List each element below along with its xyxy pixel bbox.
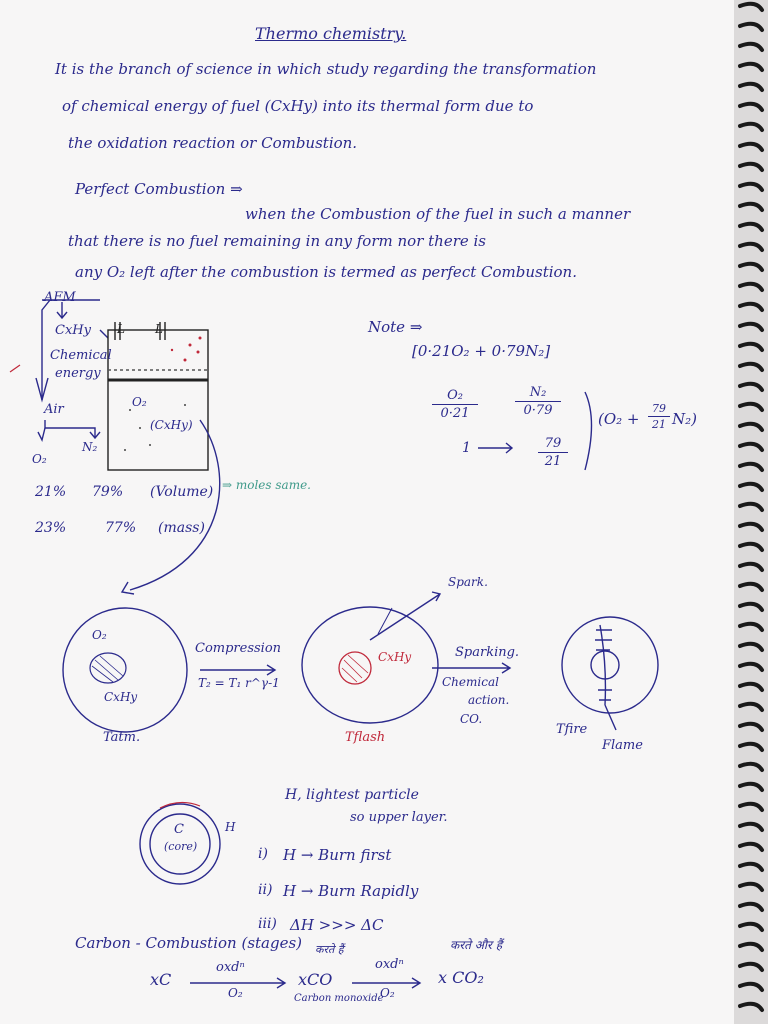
fraction-n2-den: 0·79	[523, 403, 553, 418]
compression-equation: T₂ = T₁ r^γ-1	[198, 676, 280, 690]
volume-label: (Volume)	[150, 484, 214, 500]
mass-n2-percent: 77%	[105, 520, 137, 536]
core-c-label: C	[174, 822, 184, 837]
air-label: Air	[44, 402, 64, 417]
fraction-n2	[515, 385, 561, 418]
result-fraction-num: 79	[652, 402, 666, 415]
temp-fire-label: Tfire	[556, 722, 588, 737]
note-expression: [0·21O₂ + 0·79N₂]	[412, 342, 551, 360]
hydrogen-item-1-text: H → Burn first	[283, 846, 392, 864]
note-result-suffix: N₂)	[672, 410, 697, 428]
core-label: (core)	[164, 840, 198, 853]
cylinder-o2-label: O₂	[132, 395, 147, 409]
cylinder	[108, 330, 208, 470]
carbon-arrow2-bottom: O₂	[380, 986, 395, 1000]
fraction-n2-num: N₂	[529, 385, 547, 400]
note-label: Note ⇒	[368, 318, 423, 336]
carbon-arrow1-bottom: O₂	[228, 986, 243, 1000]
carbon-arrow2-top: oxdⁿ	[375, 957, 404, 972]
perfect-combustion-heading: Perfect Combustion ⇒	[75, 180, 243, 198]
hydrogen-item-2-num: ii)	[258, 882, 273, 898]
note-result-prefix: (O₂ +	[598, 410, 640, 428]
fraction-79-num: 79	[544, 436, 562, 451]
intro-line-3: the oxidation reaction or Combustion.	[68, 134, 358, 152]
sparking-arrow	[432, 663, 510, 673]
page-title: Thermo chemistry.	[255, 24, 407, 43]
hydrogen-item-3-num: iii)	[258, 916, 277, 932]
air-o2-label: O₂	[32, 452, 47, 466]
energy-label: energy	[55, 366, 101, 381]
chemical-action-2: action.	[468, 693, 510, 707]
carbon-xco2: x CO₂	[438, 968, 484, 987]
hydrogen-item-2-text: H → Burn Rapidly	[283, 882, 419, 900]
circle-atm-fuel: CxHy	[104, 690, 138, 704]
hydrogen-item-3-text: ΔH >>> ΔC	[290, 916, 384, 934]
perfect-combustion-line-1: when the Combustion of the fuel in such a manner	[245, 205, 631, 223]
spark-arrow	[370, 592, 440, 640]
flame-line	[600, 625, 616, 730]
fraction-o2-den: 0·21	[440, 406, 470, 421]
intro-line-2: of chemical energy of fuel (CxHy) into its thermal form due to	[62, 97, 534, 115]
compression-arrow	[200, 665, 275, 675]
spark-label: Spark.	[448, 575, 488, 589]
hydrogen-heading-1: H, lightest particle	[285, 787, 419, 803]
circle-atm	[63, 608, 187, 732]
cylinder-cxhy-label: (CxHy)	[150, 418, 193, 432]
carbon-arrow1-top: oxdⁿ	[216, 960, 245, 975]
piston-label-left: L	[117, 322, 125, 336]
result-fraction-den: 21	[652, 418, 666, 431]
carbon-xco: xCO	[298, 970, 333, 989]
air-n2-label: N₂	[82, 440, 98, 454]
intro-line-1: It is the branch of science in which study regarding the transformation	[55, 60, 597, 78]
circle-fire	[562, 617, 658, 713]
fraction-o2-num: O₂	[447, 388, 463, 403]
hydrogen-heading-2: so upper layer.	[350, 810, 448, 825]
spiral-binding	[734, 0, 768, 1024]
h-layer-label: H	[225, 820, 236, 834]
flame-label: Flame	[602, 738, 643, 753]
air-branch	[45, 420, 95, 438]
result-fraction	[648, 402, 670, 431]
volume-o2-percent: 21%	[35, 484, 67, 500]
chemical-action-1: Chemical	[442, 675, 499, 689]
carbon-monoxide-label: Carbon monoxide	[294, 993, 384, 1004]
curved-arrow	[130, 420, 220, 590]
hydrogen-item-1-num: i)	[258, 846, 268, 862]
note-one: 1	[462, 440, 471, 456]
perfect-combustion-line-3: any O₂ left after the combustion is termed as perfect Combustion.	[75, 263, 577, 281]
fraction-21-den: 21	[544, 454, 562, 469]
cxhy-label: CxHy	[55, 323, 91, 338]
circle-flash	[302, 607, 438, 723]
compression-label: Compression	[195, 641, 282, 656]
circle-flash-fuel: CxHy	[378, 650, 412, 664]
sparking-label: Sparking.	[455, 645, 520, 660]
afm-label: AFM	[44, 290, 76, 305]
chemical-label: Chemical	[50, 348, 112, 363]
mass-o2-percent: 23%	[35, 520, 67, 536]
moles-note: ⇒ moles same.	[222, 478, 311, 492]
temp-flash-label: Tflash	[345, 730, 386, 745]
mass-label: (mass)	[158, 520, 205, 536]
piston-label-right: L	[155, 322, 163, 336]
co-label: CO.	[460, 712, 483, 726]
carbon-hindi-2: करते और हैं	[450, 938, 503, 952]
perfect-combustion-line-2: that there is no fuel remaining in any form nor there is	[68, 232, 487, 250]
fraction-o2	[432, 388, 478, 421]
volume-n2-percent: 79%	[92, 484, 124, 500]
fraction-79-21	[538, 436, 568, 469]
brace	[585, 392, 592, 470]
carbon-xc: xC	[150, 970, 172, 989]
carbon-heading: Carbon - Combustion (stages)	[75, 934, 303, 952]
temp-atm-label: Tatm.	[103, 730, 141, 745]
circle-atm-o2: O₂	[92, 628, 107, 642]
carbon-hindi-1: करते हैं	[315, 943, 344, 956]
